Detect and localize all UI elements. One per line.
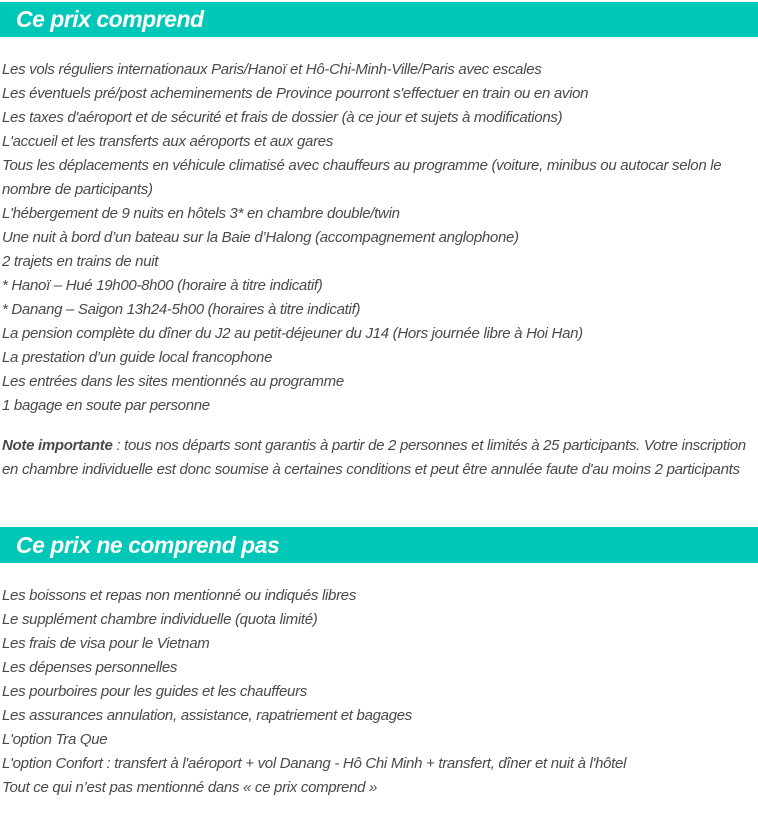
- important-note: [0, 434, 758, 482]
- section-included: [0, 2, 758, 482]
- list-item: Les vols réguliers internationaux Paris/Hanoï et Hô-Chi-Minh-Ville/Paris avec escales: [2, 61, 542, 78]
- list-item: Tout ce qui n’est pas mentionné dans « ce prix comprend »: [2, 779, 378, 796]
- list-item: La pension complète du dîner du J2 au petit-déjeuner du J14 (Hors journée libre à Hoi Han): [2, 325, 583, 342]
- list-item: L'option Confort : transfert à l'aéroport + vol Danang - Hô Chi Minh + transfert, dîner et nuit à l'hôtel: [2, 755, 627, 772]
- important-note-label: Note importante: [2, 437, 113, 454]
- included-list: [0, 58, 758, 418]
- list-item: Les pourboires pour les guides et les chauffeurs: [2, 683, 307, 700]
- included-header-bar: [0, 2, 758, 37]
- list-item: Les assurances annulation, assistance, rapatriement et bagages: [2, 707, 412, 724]
- list-item: Les taxes d'aéroport et de sécurité et frais de dossier (à ce jour et sujets à modifications): [2, 109, 563, 126]
- list-item: Tous les déplacements en véhicule climatisé avec chauffeurs au programme (voiture, minibus ou autocar selon le nombre de participants): [2, 157, 722, 198]
- section-not-included: [0, 527, 758, 800]
- not-included-header-bar: [0, 527, 758, 563]
- list-item: 2 trajets en trains de nuit: [2, 253, 159, 270]
- list-item: Les boissons et repas non mentionné ou indiqués libres: [2, 587, 357, 604]
- not-included-header-title: Ce prix ne comprend pas: [16, 531, 280, 558]
- list-item: Une nuit à bord d’un bateau sur la Baie d’Halong (accompagnement anglophone): [2, 229, 519, 246]
- list-item: Les dépenses personnelles: [2, 659, 178, 676]
- list-item: Les éventuels pré/post acheminements de Province pourront s'effectuer en train ou en avion: [2, 85, 589, 102]
- important-note-text: : tous nos départs sont garantis à partir de 2 personnes et limités à 25 participants. Votre inscription en chambre individuelle est donc soumise à certaines conditions et peut être annulée faute d'au moins 2 participants: [2, 437, 746, 478]
- list-item: * Hanoï – Hué 19h00-8h00 (horaire à titre indicatif): [2, 277, 323, 294]
- list-item: Les frais de visa pour le Vietnam: [2, 635, 210, 652]
- list-item: L'accueil et les transferts aux aéroports et aux gares: [2, 133, 334, 150]
- list-item: L'option Tra Que: [2, 731, 108, 748]
- list-item: 1 bagage en soute par personne: [2, 397, 210, 414]
- list-item: Le supplément chambre individuelle (quota limité): [2, 611, 318, 628]
- list-item: La prestation d’un guide local francophone: [2, 349, 273, 366]
- not-included-list: [0, 584, 758, 800]
- included-header-title: Ce prix comprend: [16, 6, 204, 32]
- list-item: * Danang – Saigon 13h24-5h00 (horaires à titre indicatif): [2, 301, 361, 318]
- list-item: L'hébergement de 9 nuits en hôtels 3* en chambre double/twin: [2, 205, 400, 222]
- list-item: Les entrées dans les sites mentionnés au programme: [2, 373, 344, 390]
- price-details-page: [0, 2, 758, 800]
